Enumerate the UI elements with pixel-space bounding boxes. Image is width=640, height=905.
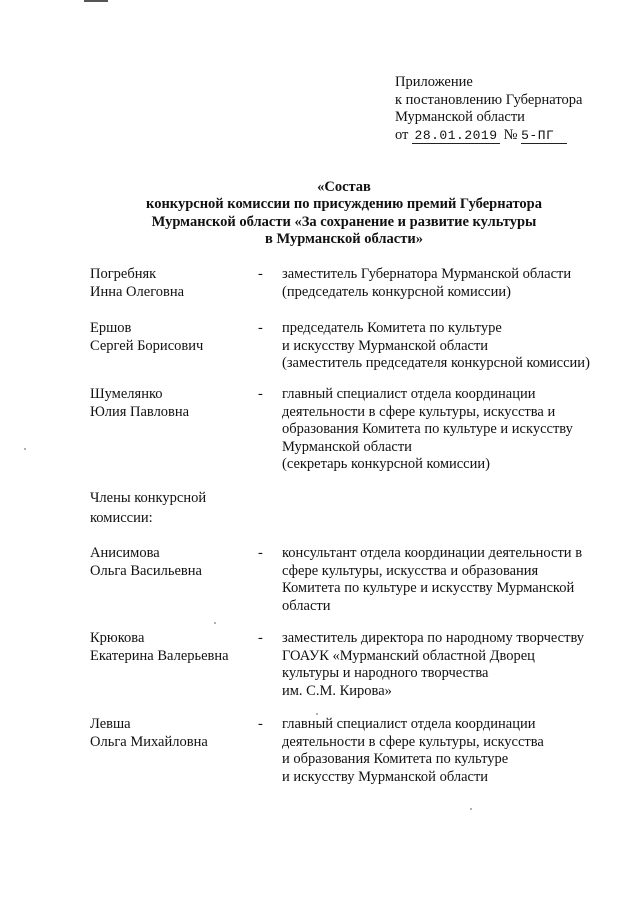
title-line-4: в Мурманской области» [265,231,423,248]
member-given-name: Ольга Васильевна [90,562,202,579]
role-line: образования Комитета по культуре и искусству [282,421,573,438]
member-given-name: Екатерина Валерьевна [90,647,229,664]
scan-speck [214,622,216,624]
member-given-name: Юлия Павловна [90,403,190,420]
role-line: Мурманской области [282,438,412,455]
title-line-3: Мурманской области «За сохранение и развитие культуры [151,213,537,230]
member-given-name: Сергей Борисович [90,337,204,354]
appendix-line-2: к постановлению Губернатора [395,91,583,108]
member-name [90,630,250,665]
scan-speck [24,448,26,450]
member-role [282,386,612,474]
dash-separator: - [258,716,263,732]
member-role [282,266,612,301]
dash-separator: - [258,545,263,561]
member-role [282,630,612,700]
appendix-line-1: Приложение [395,74,473,90]
role-line: деятельности в сфере культуры, искусства [282,733,544,750]
role-line: главный специалист отдела координации [282,716,536,732]
date-value: 28.01.2019 [414,127,498,143]
role-line: культуры и народного творчества [282,665,489,682]
number-value: 5-ПГ [521,127,555,143]
member-name [90,545,250,580]
scan-speck [470,808,472,810]
title-line-1: «Состав [317,179,371,195]
member-name [90,320,250,355]
member-surname: Ершов [90,320,132,336]
role-line: и искусству Мурманской области [282,337,489,354]
role-line: им. С.М. Кирова» [282,682,392,699]
role-line: заместитель директора по народному творчеству [282,630,585,646]
scan-speck [316,713,318,715]
member-given-name: Инна Олеговна [90,283,185,300]
role-line: Комитета по культуре и искусству Мурманской [282,580,575,597]
dash-separator: - [258,266,263,282]
member-given-name: Ольга Михайловна [90,733,208,750]
members-label-line-1: Члены конкурсной [90,490,207,506]
appendix-line-3: Мурманской области [395,109,525,125]
role-line: (заместитель председателя конкурсной комиссии) [282,355,590,372]
dash-separator: - [258,630,263,646]
member-surname: Крюкова [90,630,145,646]
role-line: заместитель Губернатора Мурманской области [282,266,572,282]
members-label-line-2: комиссии: [90,509,153,526]
title-line-2: конкурсной комиссии по присуждению премий Губернатора [146,196,542,213]
role-line: ГОАУК «Мурманский областной Дворец [282,647,535,664]
role-line: (председатель конкурсной комиссии) [282,283,511,300]
role-line: и образования Комитета по культуре [282,751,509,768]
dash-separator: - [258,386,263,402]
role-line: деятельности в сфере культуры, искусства и [282,403,556,420]
role-line: председатель Комитета по культуре [282,320,502,336]
role-line: консультант отдела координации деятельности в [282,545,583,561]
member-role [282,716,612,786]
member-surname: Левша [90,716,131,732]
members-section-label [90,489,206,528]
role-line: главный специалист отдела координации [282,386,536,402]
member-role [282,320,612,373]
role-line: области [282,597,331,614]
member-surname: Анисимова [90,545,160,561]
number-prefix: № [503,126,518,143]
member-name [90,266,250,301]
member-surname: Шумелянко [90,386,163,402]
role-line: сфере культуры, искусства и образования [282,562,539,579]
member-role [282,545,612,615]
role-line: и искусству Мурманской области [282,768,489,785]
dash-separator: - [258,320,263,336]
member-name [90,716,250,751]
date-prefix: от [395,126,409,143]
member-name [90,386,250,421]
member-surname: Погребняк [90,266,157,282]
role-line: (секретарь конкурсной комиссии) [282,456,490,473]
